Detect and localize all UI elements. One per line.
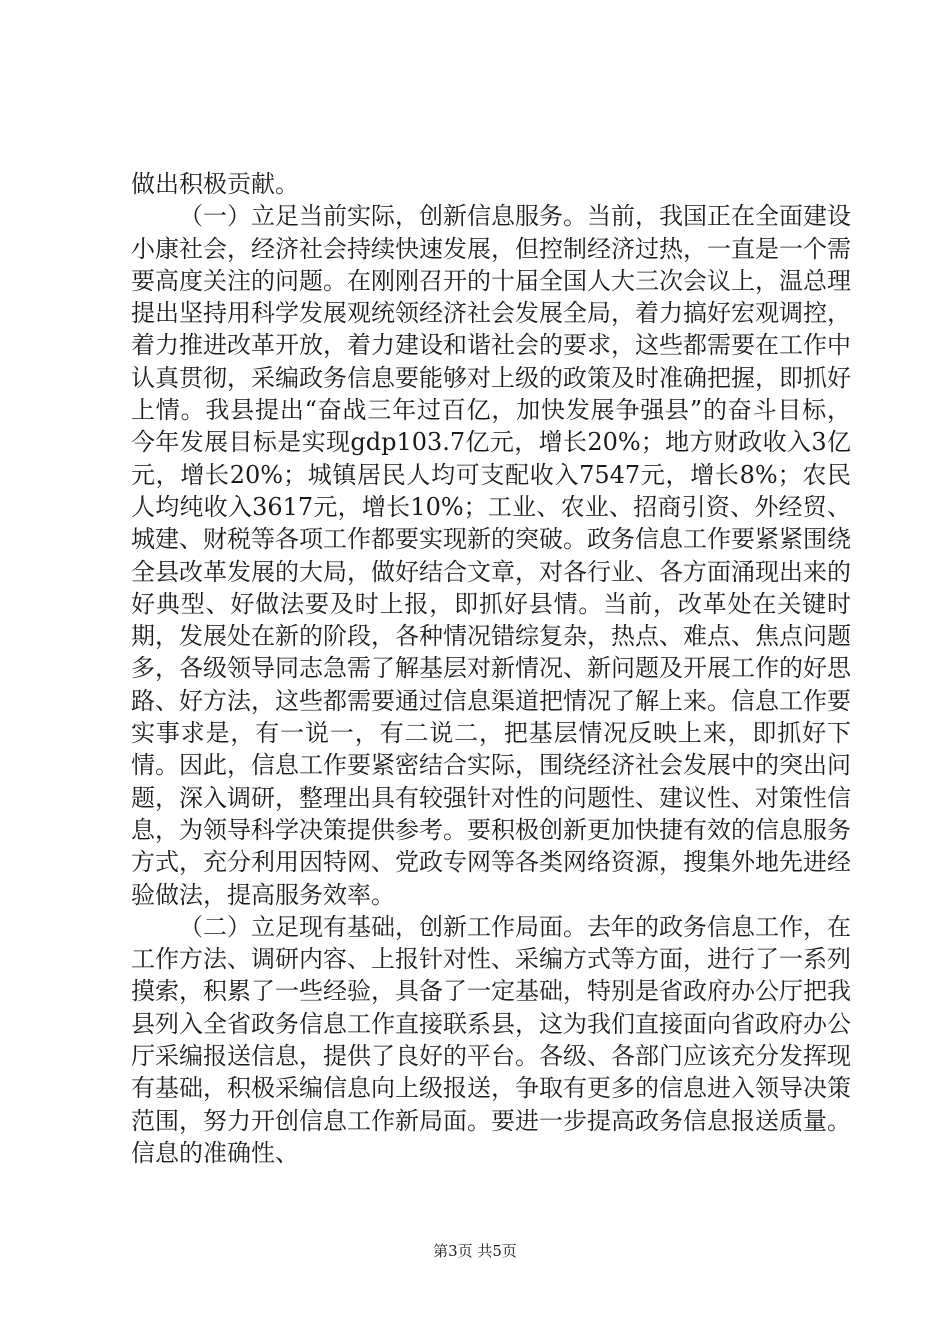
paragraph-1: 做出积极贡献。	[131, 170, 299, 198]
page-footer: 第3页 共5页	[433, 1242, 517, 1260]
document-body	[131, 168, 851, 1169]
paragraph-2: （一）立足当前实际，创新信息服务。当前，我国正在全面建设小康社会，经济社会持续快速发展，但控制经济过热，一直是一个需要高度关注的问题。在刚刚召开的十届全国人大三次会议上，温总理提出坚持用科学发展观统领经济社会发展全局，着力搞好宏观调控，着力推进改革开放，着力建设和谐社会的要求，这些都需要在工作中认真贯彻，采编政务信息要能够对上级的政策及时准确把握，即抓好上情。我县提出“奋战三年过百亿，加快发展争强县”的奋斗目标，今年发展目标是实现gdp103.7亿元，增长20%；地方财政收入3亿元，增长20%；城镇居民人均可支配收入7547元，增长8%；农民人均纯收入3617元，增长10%；工业、农业、招商引资、外经贸、城建、财税等各项工作都要实现新的突破。政务信息工作要紧紧围绕全县改革发展的大局，做好结合文章，对各行业、各方面涌现出来的好典型、好做法要及时上报，即抓好县情。当前，改革处在关键时期，发展处在新的阶段，各种情况错综复杂，热点、难点、焦点问题多，各级领导同志急需了解基层对新情况、新问题及开展工作的好思路、好方法，这些都需要通过信息渠道把情况了解上来。信息工作要实事求是，有一说一，有二说二，把基层情况反映上来，即抓好下情。因此，信息工作要紧密结合实际，围绕经济社会发展中的突出问题，深入调研，整理出具有较强针对性的问题性、建议性、对策性信息，为领导科学决策提供参考。要积极创新更加快捷有效的信息服务方式，充分利用因特网、党政专网等各类网络资源，搜集外地先进经验做法，提高服务效率。	[131, 202, 851, 909]
paragraph-3: （二）立足现有基础，创新工作局面。去年的政务信息工作，在工作方法、调研内容、上报针对性、采编方式等方面，进行了一系列摸索，积累了一些经验，具备了一定基础，特别是省政府办公厅把我县列入全省政务信息工作直接联系县，这为我们直接面向省政府办公厅采编报送信息，提供了良好的平台。各级、各部门应该充分发挥现有基础，积极采编信息向上级报送，争取有更多的信息进入领导决策范围，努力开创信息工作新局面。要进一步提高政务信息报送质量。信息的准确性、	[131, 912, 851, 1167]
